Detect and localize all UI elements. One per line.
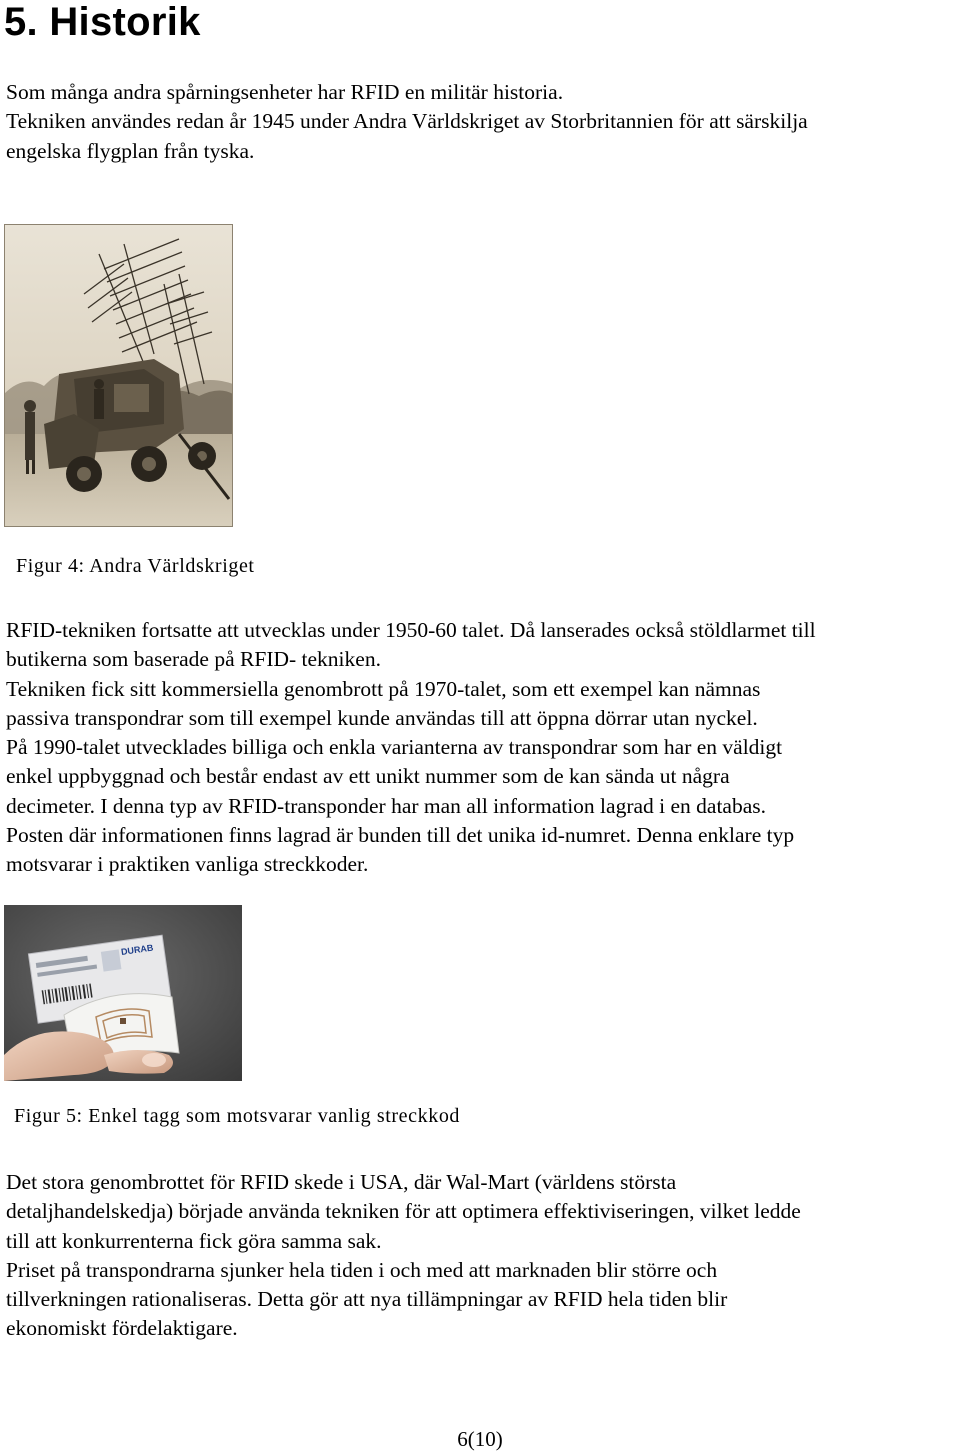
tag-brand-text: DURAB — [120, 942, 154, 957]
text-line: tillverkningen rationaliseras. Detta gör att nya tillämpningar av RFID hela tiden blir — [6, 1287, 728, 1312]
text-line: passiva transpondrar som till exempel kunde användas till att öppna dörrar utan nyckel. — [6, 705, 758, 730]
text-line: Det stora genombrottet för RFID skede i USA, där Wal-Mart (världens största — [6, 1170, 677, 1194]
text-line: ekonomiskt fördelaktigare. — [6, 1316, 238, 1341]
figure-5-photo — [4, 905, 242, 1081]
rfid-tag-illustration — [4, 905, 242, 1081]
text-line: motsvarar i praktiken vanliga streckkoder. — [6, 852, 369, 877]
text-line: Tekniken användes redan år 1945 under Andra Världskriget av Storbritannien för att särskilja — [6, 109, 808, 134]
text-line: butikerna som baserade på RFID- tekniken. — [6, 647, 381, 672]
text-line: Som många andra spårningsenheter har RFID en militär historia. — [6, 80, 564, 104]
text-line: På 1990-talet utvecklades billiga och enkla varianterna av transpondrar som har en väldigt — [6, 735, 783, 760]
figure-4-caption: Figur 4: Andra Världskriget — [16, 555, 255, 577]
text-line: Posten där informationen finns lagrad är bunden till det unika id-numret. Denna enklare typ — [6, 823, 795, 848]
radar-vehicle-illustration — [4, 224, 233, 527]
text-line: decimeter. I denna typ av RFID-transponder har man all information lagrad i en databas. — [6, 793, 767, 818]
text-line: enkel uppbyggnad och består endast av ett unikt nummer som de kan sända ut några — [6, 764, 730, 789]
text-line: Priset på transpondrarna sjunker hela tiden i och med att marknaden blir större och — [6, 1257, 718, 1282]
figure-4-photo — [4, 224, 233, 527]
text-line: Tekniken fick sitt kommersiella genombrott på 1970-talet, som ett exempel kan nämnas — [6, 676, 761, 701]
middle-paragraph — [6, 616, 958, 880]
text-line: engelska flygplan från tyska. — [6, 138, 255, 163]
page-number: 6(10) — [457, 1427, 503, 1451]
text-line: detaljhandelskedja) började använda tekniken för att optimera effektiviseringen, vilket ledde — [6, 1199, 801, 1224]
figure-5-caption: Figur 5: Enkel tagg som motsvarar vanlig streckkod — [14, 1105, 461, 1127]
text-line: RFID-tekniken fortsatte att utvecklas under 1950-60 talet. Då lanserades också stöldlarmet till — [6, 618, 816, 642]
text-line: till att konkurrenterna fick göra samma sak. — [6, 1228, 382, 1253]
intro-paragraph — [6, 78, 958, 166]
page-heading: 5. Historik — [4, 0, 201, 44]
final-paragraph — [6, 1168, 958, 1344]
